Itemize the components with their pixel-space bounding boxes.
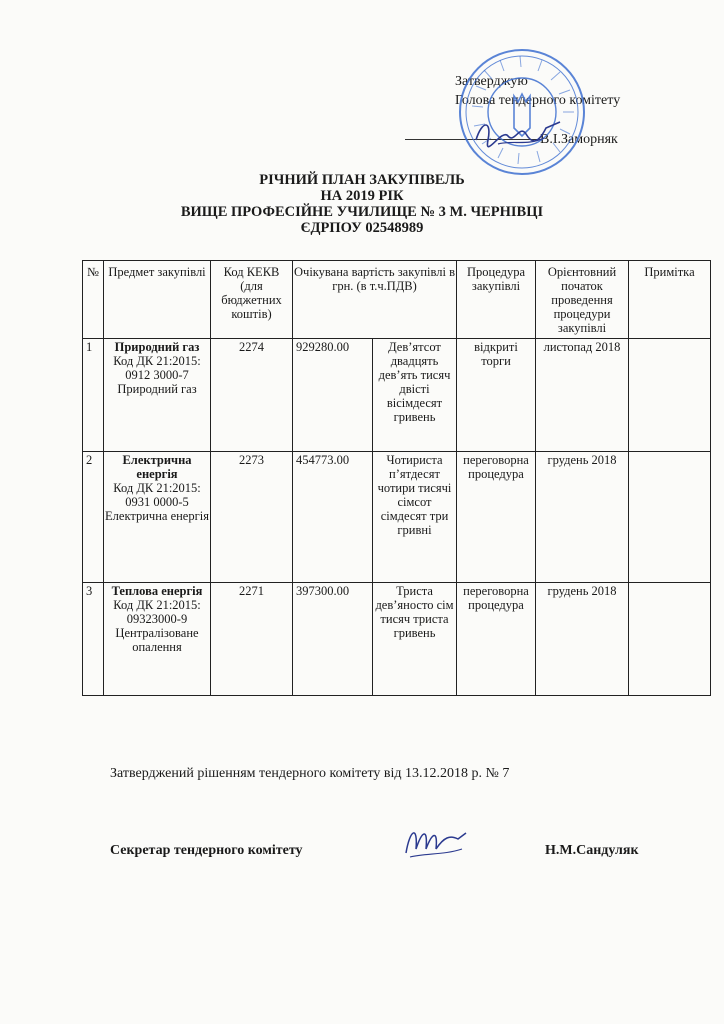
table-row (83, 452, 711, 583)
secretary-label: Секретар тендерного комітету (110, 843, 303, 858)
head-signature-icon (468, 110, 578, 156)
row-amount-words: Дев’ятсот двадцять дев’ять тисяч двісті вісімдесят гривень (373, 339, 457, 452)
row-procedure: переговорна процедура (457, 452, 536, 583)
header-subject: Предмет закупівлі (104, 261, 211, 339)
secretary-signature-icon (400, 815, 472, 863)
row-subject-name: Електрична енергія (122, 453, 192, 481)
row-subject (104, 339, 211, 452)
row-subject (104, 452, 211, 583)
row-amount-words: Триста дев’яносто сім тисяч триста гривень (373, 583, 457, 696)
header-note: Примітка (629, 261, 711, 339)
row-subject-code: Код ДК 21:2015: 09323000-9 Централізоване опалення (113, 598, 201, 654)
document-title (0, 172, 724, 236)
header-start: Орієнтовний початок проведення процедури закупівлі (536, 261, 629, 339)
approval-line-2: Голова тендерного комітету (455, 93, 621, 108)
row-start: листопад 2018 (536, 339, 629, 452)
row-start: грудень 2018 (536, 452, 629, 583)
table-row (83, 583, 711, 696)
row-procedure: переговорна процедура (457, 583, 536, 696)
row-note (629, 452, 711, 583)
row-start: грудень 2018 (536, 583, 629, 696)
row-subject-code: Код ДК 21:2015: 0931 0000-5 Електрична енергія (105, 481, 209, 523)
table-row (83, 339, 711, 452)
secretary-name: Н.М.Сандуляк (545, 843, 639, 858)
title-line-3: ВИЩЕ ПРОФЕСІЙНЕ УЧИЛИЩЕ № 3 М. ЧЕРНІВЦІ (180, 204, 544, 220)
row-procedure: відкриті торги (457, 339, 536, 452)
row-num: 1 (83, 339, 104, 452)
row-subject (104, 583, 211, 696)
title-line-2: НА 2019 РІК (320, 188, 404, 204)
title-line-4: ЄДРПОУ 02548989 (300, 220, 424, 236)
header-num: № (83, 261, 104, 339)
row-num: 2 (83, 452, 104, 583)
row-kekv: 2274 (211, 339, 293, 452)
title-line-1: РІЧНИЙ ПЛАН ЗАКУПІВЕЛЬ (259, 172, 465, 188)
row-amount: 929280.00 (293, 339, 373, 452)
row-amount-words: Чотириста п’ятдесят чотири тисячі сімсот сімдесят три гривні (373, 452, 457, 583)
row-num: 3 (83, 583, 104, 696)
row-subject-code: Код ДК 21:2015: 0912 3000-7 Природний газ (113, 354, 201, 396)
row-subject-name: Теплова енергія (111, 584, 203, 598)
table-header-row (83, 261, 711, 339)
header-kekv: Код КЕКВ (для бюджетних коштів) (211, 261, 293, 339)
header-procedure: Процедура закупівлі (457, 261, 536, 339)
row-amount: 454773.00 (293, 452, 373, 583)
row-note (629, 583, 711, 696)
approval-signer: В.І.Заморняк (540, 132, 618, 147)
row-note (629, 339, 711, 452)
row-subject-name: Природний газ (114, 340, 200, 354)
header-amount: Очікувана вартість закупівлі в грн. (в т.ч.ПДВ) (293, 261, 457, 339)
approval-line-1: Затверджую (455, 74, 528, 89)
approval-decision-note: Затверджений рішенням тендерного комітету від 13.12.2018 р. № 7 (110, 766, 510, 781)
row-kekv: 2273 (211, 452, 293, 583)
row-kekv: 2271 (211, 583, 293, 696)
procurement-plan-table (82, 260, 711, 696)
row-amount: 397300.00 (293, 583, 373, 696)
